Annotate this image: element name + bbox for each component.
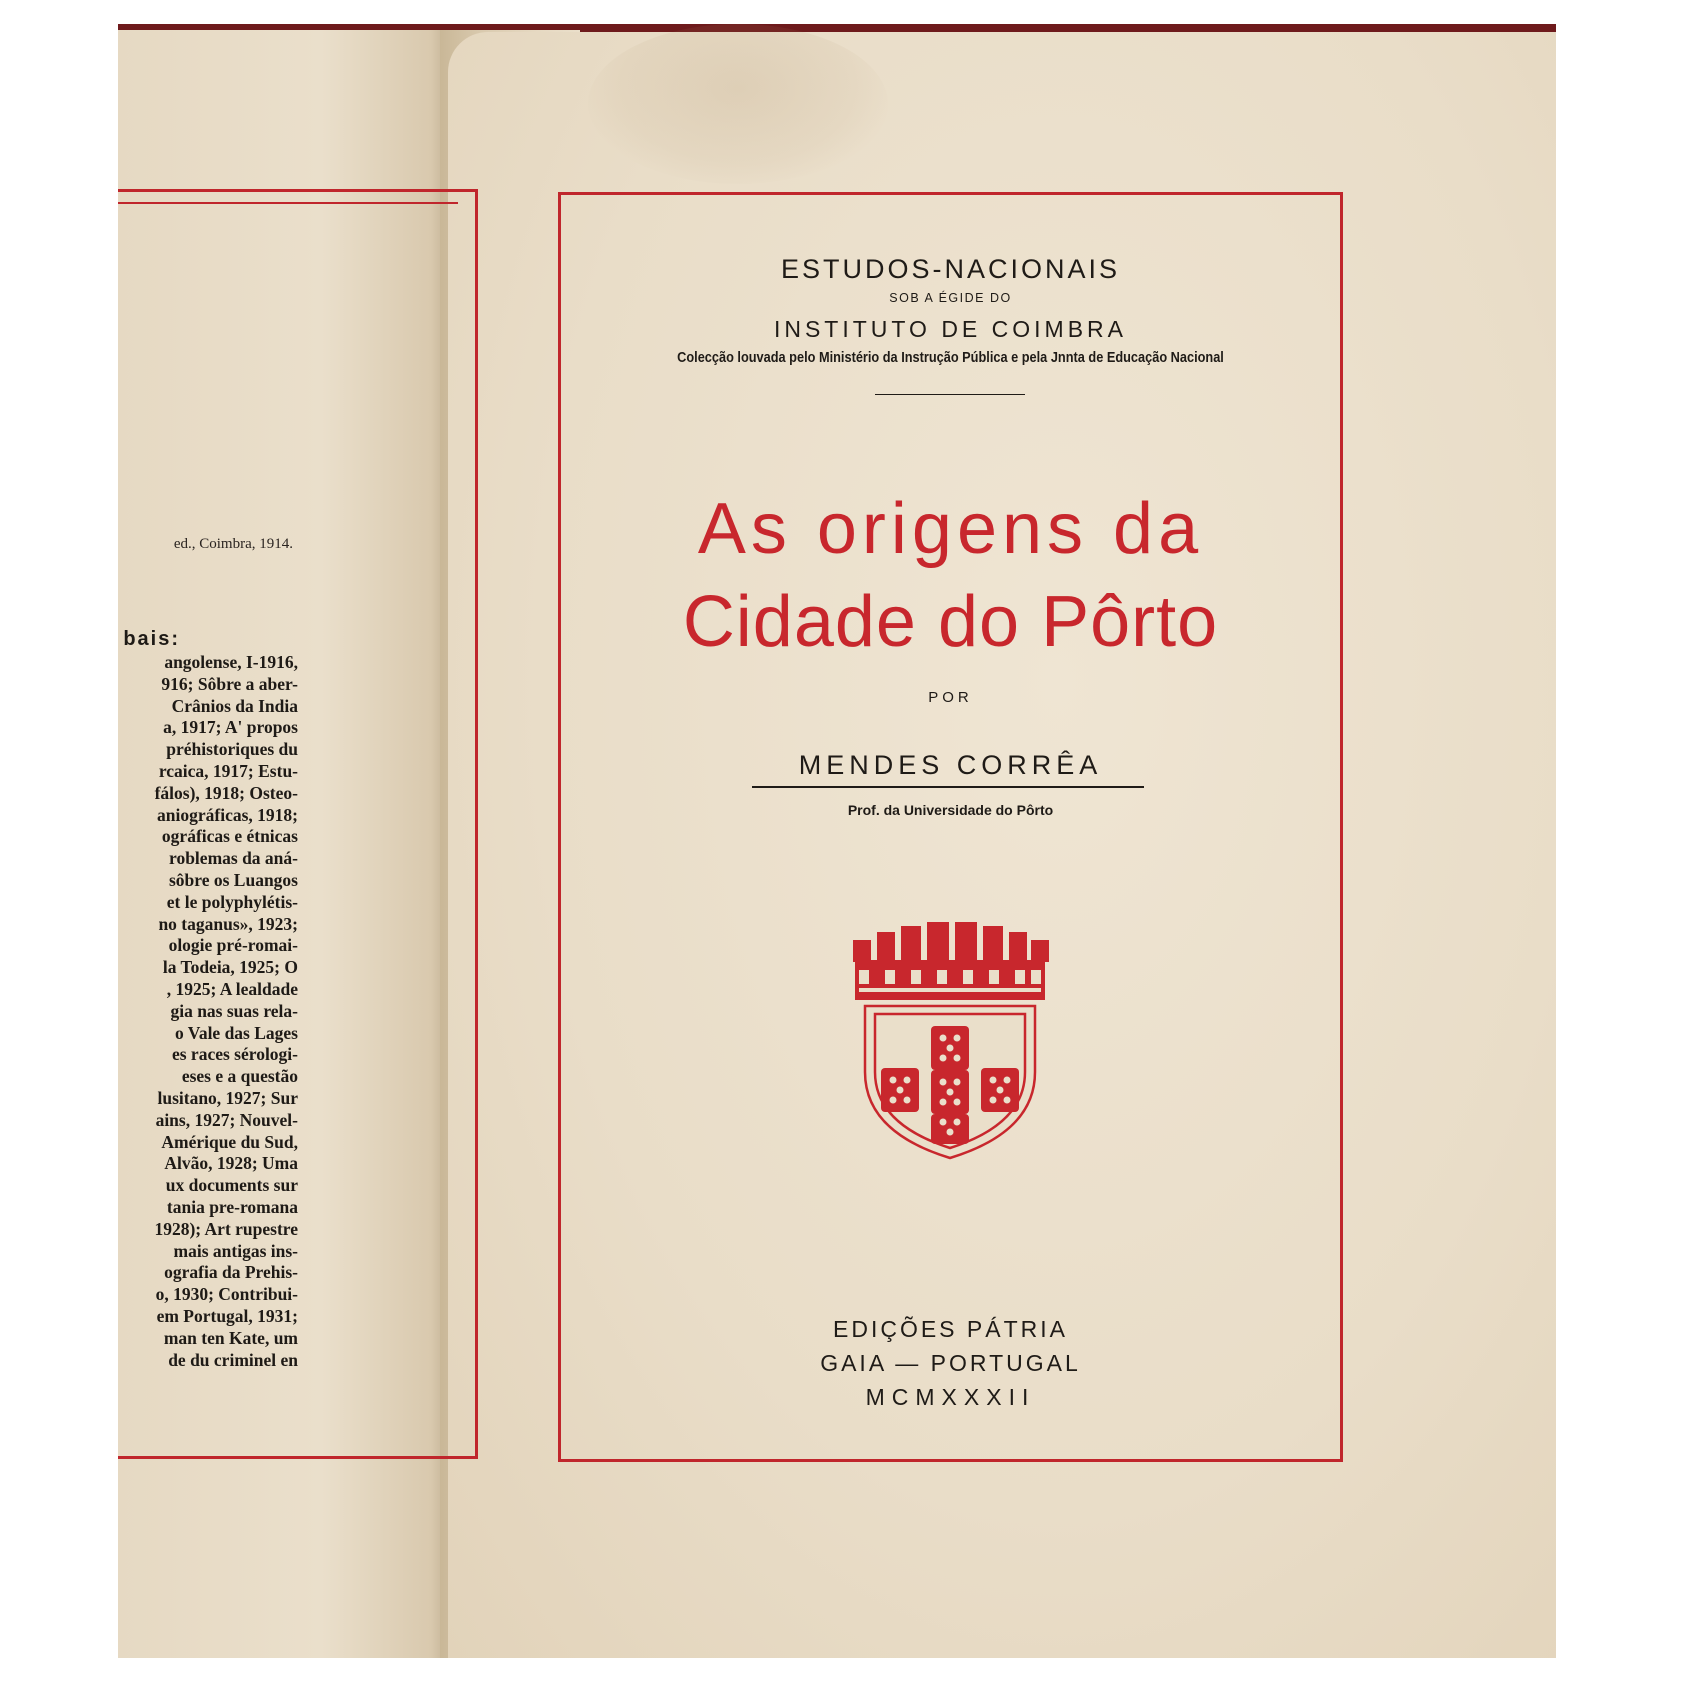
institute-name: INSTITUTO DE COIMBRA — [773, 316, 1128, 342]
left-page-text-line: Amérique du Sud, — [161, 1131, 298, 1152]
water-stain — [588, 24, 888, 184]
series-subtitle: SOB A ÉGIDE DO — [889, 291, 1012, 305]
left-page-text-line: man ten Kate, um — [163, 1327, 298, 1348]
left-page-text-line: fálos), 1918; Osteo- — [154, 782, 298, 803]
left-page-text-line: ains, 1927; Nouvel- — [155, 1109, 298, 1130]
left-page-text-line: es races sérologi- — [171, 1044, 298, 1065]
left-page-text-line: de du criminel en — [168, 1349, 298, 1370]
left-page-rule — [118, 202, 458, 204]
left-edition-note: ed., Coimbra, 1914. — [173, 536, 293, 552]
left-page-text-line: rcaica, 1917; Estu- — [158, 761, 298, 781]
left-page-text-line: o Vale das Lages — [174, 1022, 298, 1043]
publisher-place: GAIA — PORTUGAL — [820, 1350, 1081, 1376]
left-page-text-line: a, 1917; A' propos — [163, 717, 298, 738]
author-affiliation: Prof. da Universidade do Pôrto — [847, 802, 1054, 818]
left-page-text-line: et le polyphylétis- — [166, 891, 298, 912]
porto-coat-of-arms-icon — [845, 922, 1055, 1160]
left-section-heading: bais: — [123, 628, 180, 650]
left-page-text-line: mais antigas ins- — [173, 1240, 298, 1261]
left-page-text-line: sôbre os Luangos — [168, 870, 298, 890]
left-page-text-line: no taganus», 1923; — [158, 913, 298, 934]
publisher-name: EDIÇÕES PÁTRIA — [833, 1316, 1068, 1342]
title-page-frame — [558, 192, 1343, 1462]
left-page-text-line: ologie pré-romai- — [168, 935, 298, 956]
book-title-line-2: Cidade do Pôrto — [682, 582, 1219, 662]
short-divider — [875, 394, 1025, 395]
left-page-text-line: préhistoriques du — [166, 739, 298, 760]
author-underline — [752, 786, 1144, 788]
series-name: ESTUDOS-NACIONAIS — [780, 254, 1121, 284]
left-page-text-line: lusitano, 1927; Sur — [157, 1088, 298, 1108]
left-page-text-line: roblemas da aná- — [169, 848, 298, 869]
left-page-text-line: ografia da Prehis- — [164, 1262, 298, 1283]
author-name: MENDES CORRÊA — [798, 750, 1103, 780]
left-page-text-line: gia nas suas rela- — [170, 1000, 298, 1021]
left-page-text-line: em Portugal, 1931; — [156, 1306, 298, 1326]
left-page-text-line: , 1925; A lealdade — [166, 979, 298, 999]
by-label: POR — [928, 689, 973, 706]
left-page-text-line: Crânios da India — [171, 695, 298, 716]
left-page-text-line: ux documents sur — [165, 1175, 298, 1196]
left-page-text-line: ográficas e étnicas — [161, 826, 298, 847]
left-page-text-line: la Todeia, 1925; O — [162, 957, 298, 978]
book-title-line-1: As origens da — [697, 489, 1204, 569]
left-page-text-line: tania pre-romana — [166, 1197, 298, 1217]
left-page-text-line: o, 1930; Contribui- — [155, 1284, 298, 1305]
left-page-text-line: eses e a questão — [181, 1066, 298, 1087]
collection-note: Colecção louvada pelo Ministério da Instrução Pública e pela Jnnta de Educação Nacional — [677, 350, 1224, 366]
left-page-text-line: Alvão, 1928; Uma — [164, 1153, 298, 1174]
left-page-text-line: angolense, I-1916, — [164, 652, 298, 672]
left-page-text-line: 916; Sôbre a aber- — [161, 673, 298, 694]
left-page-text-line: aniográficas, 1918; — [157, 804, 298, 825]
publication-year: MCMXXXII — [865, 1384, 1036, 1410]
left-page-text-line: 1928); Art rupestre — [154, 1218, 298, 1239]
